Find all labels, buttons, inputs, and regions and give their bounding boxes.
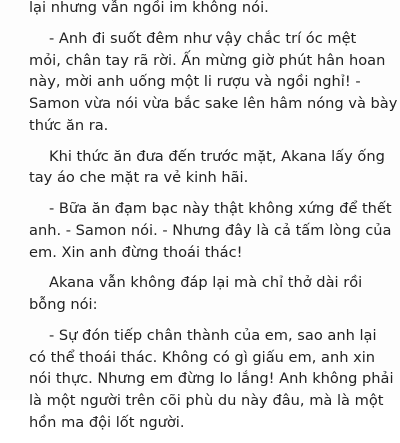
text-line: bỗng nói: (29, 296, 98, 314)
text-line: có thể thoái thác. Không có gì giấu em, anh xin (29, 348, 376, 366)
text-line: này, mời anh uống một li rượu và ngồi nghỉ! - (29, 73, 361, 91)
text-line: tay áo che mặt ra vẻ kinh hãi. (29, 169, 249, 187)
text-line: Samon vừa nói vừa bắc sake lên hâm nóng và bày (29, 95, 398, 112)
paragraph (29, 325, 394, 434)
page-text (29, 0, 398, 443)
text-line: nói thực. Nhưng em đừng lo lắng! Anh không phải (29, 370, 394, 388)
paragraph (29, 0, 377, 19)
paragraph (29, 146, 385, 189)
text-line: Khi thức ăn đưa đến trước mặt, Akana lấy ống (49, 147, 385, 165)
text-line: - Anh đi suốt đêm như vậy chắc trí óc mệt (49, 29, 357, 47)
paragraph (29, 28, 398, 137)
text-line: em. Xin anh đừng thoái thác! (29, 243, 243, 261)
text-line: - Bữa ăn đạm bạc này thật không xứng để thết (49, 200, 392, 218)
text-line: lại nhưng vẫn ngồi im không nói. (29, 0, 269, 16)
text-line: là một người trên cõi phù du này đâu, mà là một (29, 392, 384, 410)
text-line: mỏi, chân tay rã rời. Ấn mừng giờ phút hân hoan (29, 51, 386, 69)
text-line: hồn ma đội lốt người. (29, 413, 185, 431)
text-line: thức ăn ra. (29, 116, 109, 134)
text-line: Akana vẫn không đáp lại mà chỉ thở dài rồi (49, 274, 363, 292)
paragraph (29, 198, 392, 263)
paragraph (29, 272, 377, 315)
text-line: - Sự đón tiếp chân thành của em, sao anh lại (49, 327, 377, 345)
text-line: anh. - Samon nói. - Nhưng đây là cả tấm lòng của (29, 221, 392, 239)
